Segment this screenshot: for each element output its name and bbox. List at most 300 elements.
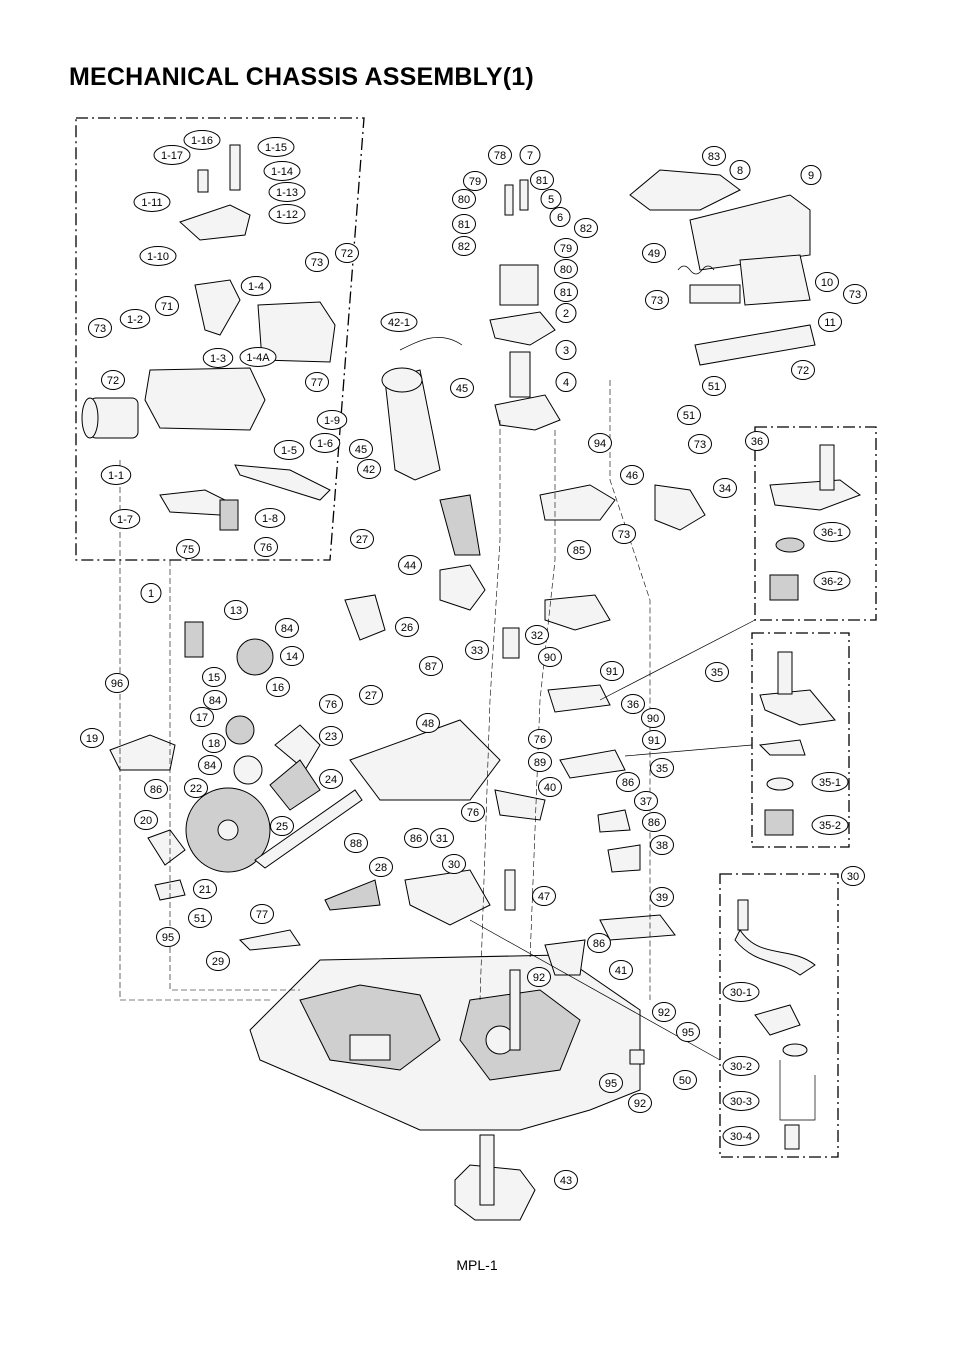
callout-number: 1 bbox=[147, 588, 155, 600]
callout-51 bbox=[678, 406, 701, 425]
callout-number: 19 bbox=[85, 733, 99, 745]
part-30-3 bbox=[780, 1060, 815, 1120]
callout-18 bbox=[203, 734, 226, 753]
callout-number: 2 bbox=[562, 308, 570, 320]
part-1-15 bbox=[230, 145, 240, 190]
callout-number: 90 bbox=[543, 652, 557, 664]
part-31-30 bbox=[405, 870, 490, 925]
callout-81 bbox=[531, 171, 554, 190]
callout-number: 73 bbox=[617, 529, 631, 541]
callout-number: 30-4 bbox=[729, 1131, 753, 1143]
callout-24 bbox=[320, 770, 343, 789]
callout-47 bbox=[533, 887, 556, 906]
callout-15 bbox=[203, 668, 226, 687]
callout-number: 1-14 bbox=[270, 166, 294, 178]
gear-18 bbox=[234, 756, 262, 784]
part-38 bbox=[608, 845, 640, 872]
callout-42 bbox=[358, 460, 381, 479]
part-35-1 bbox=[767, 778, 793, 790]
callout-number: 35 bbox=[710, 667, 724, 679]
callout-number: 36-1 bbox=[820, 527, 844, 539]
callout-number: 87 bbox=[424, 661, 438, 673]
callout-number: 81 bbox=[559, 287, 573, 299]
callout-30 bbox=[842, 867, 865, 886]
callout-71 bbox=[156, 297, 179, 316]
part-47 bbox=[505, 870, 515, 910]
part-30-shaft bbox=[738, 900, 748, 930]
callout-51 bbox=[703, 377, 726, 396]
callout-number: 49 bbox=[647, 248, 661, 260]
callout-number: 24 bbox=[324, 774, 338, 786]
callout-number: 1-8 bbox=[262, 513, 278, 525]
callout-number: 42-1 bbox=[387, 317, 411, 329]
callout-number: 33 bbox=[470, 645, 484, 657]
part-35-asm bbox=[760, 690, 835, 725]
callout-number: 86 bbox=[647, 817, 661, 829]
callout-number: 45 bbox=[455, 383, 469, 395]
callout-42-1 bbox=[381, 313, 417, 332]
callout-number: 1-7 bbox=[117, 514, 133, 526]
callout-number: 39 bbox=[655, 892, 669, 904]
callout-83 bbox=[703, 147, 726, 166]
callout-number: 76 bbox=[259, 542, 273, 554]
callout-number: 90 bbox=[646, 713, 660, 725]
callout-35 bbox=[651, 759, 674, 778]
callout-number: 1-12 bbox=[275, 209, 299, 221]
callout-38 bbox=[651, 836, 674, 855]
callout-39 bbox=[651, 888, 674, 907]
callout-number: 1-2 bbox=[127, 314, 143, 326]
callout-number: 95 bbox=[161, 932, 175, 944]
callout-1-13 bbox=[269, 183, 305, 202]
callout-number: 76 bbox=[324, 699, 338, 711]
callout-6 bbox=[550, 208, 570, 227]
callout-number: 51 bbox=[682, 410, 696, 422]
callout-number: 3 bbox=[562, 345, 570, 357]
callout-number: 83 bbox=[707, 151, 721, 163]
callout-72 bbox=[102, 371, 125, 390]
callout-number: 91 bbox=[647, 735, 661, 747]
part-34 bbox=[655, 485, 705, 530]
part-36-main bbox=[548, 685, 610, 712]
callout-number: 1-4A bbox=[246, 352, 270, 364]
callout-25 bbox=[271, 817, 294, 836]
callout-1-7 bbox=[110, 510, 140, 529]
callout-number: 30 bbox=[846, 871, 860, 883]
callout-86 bbox=[405, 829, 428, 848]
callout-48 bbox=[417, 714, 440, 733]
callout-number: 37 bbox=[639, 796, 653, 808]
callout-number: 92 bbox=[633, 1098, 647, 1110]
callout-number: 1-9 bbox=[324, 415, 340, 427]
callout-30-3 bbox=[723, 1092, 759, 1111]
callout-number: 77 bbox=[310, 377, 324, 389]
part-36-2 bbox=[770, 575, 798, 600]
callout-2 bbox=[556, 304, 576, 323]
callout-number: 47 bbox=[537, 891, 551, 903]
callout-number: 10 bbox=[820, 277, 834, 289]
callout-number: 88 bbox=[349, 838, 363, 850]
callout-number: 4 bbox=[562, 377, 570, 389]
callout-10 bbox=[816, 273, 839, 292]
callout-86 bbox=[643, 813, 666, 832]
main-chassis bbox=[250, 955, 640, 1130]
part-36-asm bbox=[770, 480, 860, 510]
callout-81 bbox=[555, 283, 578, 302]
callout-35-1 bbox=[812, 773, 848, 792]
callout-1 bbox=[141, 584, 161, 603]
callout-number: 35 bbox=[655, 763, 669, 775]
callout-number: 73 bbox=[310, 257, 324, 269]
callout-number: 5 bbox=[547, 194, 555, 206]
callout-number: 95 bbox=[604, 1078, 618, 1090]
part-24 bbox=[270, 760, 320, 810]
callout-number: 79 bbox=[468, 176, 482, 188]
callout-number: 89 bbox=[533, 757, 547, 769]
callout-23 bbox=[320, 727, 343, 746]
callout-95 bbox=[677, 1023, 700, 1042]
callout-36 bbox=[746, 432, 769, 451]
callout-86 bbox=[588, 934, 611, 953]
callout-number: 72 bbox=[106, 375, 120, 387]
callout-number: 40 bbox=[543, 782, 557, 794]
callout-number: 13 bbox=[229, 605, 243, 617]
callout-22 bbox=[185, 779, 208, 798]
callout-number: 81 bbox=[457, 219, 471, 231]
callout-33 bbox=[466, 641, 489, 660]
callout-28 bbox=[370, 858, 393, 877]
callout-9 bbox=[801, 166, 821, 185]
callout-76 bbox=[529, 730, 552, 749]
callout-number: 51 bbox=[707, 381, 721, 393]
callout-20 bbox=[135, 811, 158, 830]
callout-36 bbox=[622, 695, 645, 714]
callout-number: 35-1 bbox=[818, 777, 842, 789]
callout-number: 84 bbox=[208, 695, 222, 707]
part-35-2 bbox=[765, 810, 793, 835]
callout-number: 38 bbox=[655, 840, 669, 852]
callout-1-4 bbox=[241, 277, 271, 296]
callout-number: 29 bbox=[211, 956, 225, 968]
callout-86 bbox=[617, 773, 640, 792]
callout-94 bbox=[589, 434, 612, 453]
spring-33 bbox=[503, 628, 519, 658]
callout-number: 34 bbox=[718, 483, 732, 495]
callout-number: 42 bbox=[362, 464, 376, 476]
part-35-shaft bbox=[778, 652, 792, 694]
callout-1-2 bbox=[120, 310, 150, 329]
part-35-lever bbox=[760, 740, 805, 755]
callout-88 bbox=[345, 834, 368, 853]
callout-number: 30 bbox=[447, 859, 461, 871]
callout-number: 30-2 bbox=[729, 1061, 753, 1073]
callout-79 bbox=[555, 239, 578, 258]
callout-number: 36 bbox=[626, 699, 640, 711]
callout-1-15 bbox=[258, 138, 294, 157]
callout-number: 81 bbox=[535, 175, 549, 187]
callout-number: 36 bbox=[750, 436, 764, 448]
callout-number: 72 bbox=[796, 365, 810, 377]
callout-1-14 bbox=[264, 162, 300, 181]
callout-number: 1-17 bbox=[160, 150, 184, 162]
callout-80 bbox=[555, 260, 578, 279]
callout-45 bbox=[350, 440, 373, 459]
callout-90 bbox=[539, 648, 562, 667]
callout-1-3 bbox=[203, 349, 233, 368]
part-30-4 bbox=[785, 1125, 799, 1149]
callout-1-10 bbox=[140, 247, 176, 266]
callout-73 bbox=[89, 319, 112, 338]
part-stack-2 bbox=[490, 180, 560, 430]
callout-82 bbox=[453, 237, 476, 256]
callout-number: 94 bbox=[593, 438, 607, 450]
callout-1-5 bbox=[274, 441, 304, 460]
callout-number: 1-11 bbox=[141, 197, 163, 209]
callout-19 bbox=[81, 729, 104, 748]
callout-96 bbox=[106, 674, 129, 693]
part-1-10 bbox=[195, 280, 240, 335]
callout-76 bbox=[462, 803, 485, 822]
callout-number: 1-10 bbox=[146, 251, 170, 263]
callout-49 bbox=[643, 244, 666, 263]
part-29 bbox=[240, 930, 300, 950]
callout-number: 73 bbox=[650, 295, 664, 307]
callout-80 bbox=[453, 190, 476, 209]
callout-76 bbox=[255, 538, 278, 557]
callout-number: 44 bbox=[403, 560, 417, 572]
part-36-1 bbox=[776, 538, 804, 552]
callout-91 bbox=[601, 662, 624, 681]
callout-number: 21 bbox=[198, 884, 212, 896]
callout-number: 76 bbox=[533, 734, 547, 746]
callout-number: 80 bbox=[457, 194, 471, 206]
callout-4 bbox=[556, 373, 576, 392]
part-32 bbox=[545, 595, 610, 630]
callout-1-9 bbox=[317, 411, 347, 430]
page-title: MECHANICAL CHASSIS ASSEMBLY(1) bbox=[69, 63, 534, 91]
callout-number: 1-6 bbox=[317, 438, 333, 450]
callout-number: 27 bbox=[355, 534, 369, 546]
callout-45 bbox=[451, 379, 474, 398]
callout-36-2 bbox=[814, 572, 850, 591]
callout-number: 79 bbox=[559, 243, 573, 255]
part-39 bbox=[600, 915, 675, 940]
callout-29 bbox=[207, 952, 230, 971]
part-11 bbox=[695, 325, 815, 365]
callout-32 bbox=[526, 626, 549, 645]
callout-number: 1-13 bbox=[275, 187, 299, 199]
callout-number: 1-16 bbox=[190, 135, 214, 147]
gear-14 bbox=[237, 639, 273, 675]
callout-number: 26 bbox=[400, 622, 414, 634]
callout-number: 14 bbox=[285, 651, 299, 663]
callout-16 bbox=[267, 678, 290, 697]
gear-13 bbox=[185, 622, 203, 657]
callout-number: 95 bbox=[681, 1027, 695, 1039]
callout-30 bbox=[443, 855, 466, 874]
part-30-2 bbox=[783, 1044, 807, 1056]
callout-number: 18 bbox=[207, 738, 221, 750]
callout-number: 11 bbox=[824, 317, 836, 329]
callout-30-1 bbox=[723, 983, 759, 1002]
callout-36-1 bbox=[814, 523, 850, 542]
callout-number: 17 bbox=[195, 712, 209, 724]
callout-8 bbox=[730, 161, 750, 180]
callout-87 bbox=[420, 657, 443, 676]
callout-number: 46 bbox=[625, 470, 639, 482]
callout-number: 45 bbox=[354, 444, 368, 456]
callout-number: 23 bbox=[324, 731, 338, 743]
callout-31 bbox=[431, 829, 454, 848]
callout-90 bbox=[642, 709, 665, 728]
callout-35 bbox=[706, 663, 729, 682]
callout-number: 9 bbox=[807, 170, 815, 182]
callout-number: 1-3 bbox=[210, 353, 226, 365]
callout-21 bbox=[194, 880, 217, 899]
callout-73 bbox=[306, 253, 329, 272]
callout-1-1 bbox=[101, 466, 131, 485]
callout-number: 92 bbox=[532, 972, 546, 984]
callout-27 bbox=[360, 686, 383, 705]
callout-number: 84 bbox=[280, 623, 294, 635]
callout-number: 51 bbox=[193, 913, 207, 925]
part-36-shaft bbox=[820, 445, 834, 490]
callout-30-4 bbox=[723, 1127, 759, 1146]
part-35-main bbox=[560, 750, 625, 778]
callout-number: 20 bbox=[139, 815, 153, 827]
callout-75 bbox=[177, 540, 200, 559]
callout-86 bbox=[145, 780, 168, 799]
callout-17 bbox=[191, 708, 214, 727]
callout-91 bbox=[643, 731, 666, 750]
callout-number: 15 bbox=[207, 672, 221, 684]
part-1-5 bbox=[235, 465, 330, 500]
callout-41 bbox=[610, 961, 633, 980]
callout-number: 82 bbox=[457, 241, 471, 253]
callout-number: 1-15 bbox=[264, 142, 288, 154]
part-37 bbox=[598, 810, 630, 832]
callout-number: 22 bbox=[189, 783, 203, 795]
callout-number: 91 bbox=[605, 666, 619, 678]
callout-37 bbox=[635, 792, 658, 811]
part-26 bbox=[345, 595, 385, 640]
part-50 bbox=[630, 1050, 644, 1064]
callout-number: 32 bbox=[530, 630, 544, 642]
callout-number: 92 bbox=[657, 1007, 671, 1019]
callout-number: 31 bbox=[435, 833, 449, 845]
callout-7 bbox=[520, 146, 540, 165]
callout-number: 25 bbox=[275, 821, 289, 833]
callout-number: 72 bbox=[340, 248, 354, 260]
callout-14 bbox=[281, 647, 304, 666]
callout-1-17 bbox=[154, 146, 190, 165]
callout-number: 1-5 bbox=[281, 445, 297, 457]
callout-81 bbox=[453, 215, 476, 234]
callout-92 bbox=[629, 1094, 652, 1113]
callout-number: 43 bbox=[559, 1175, 573, 1187]
callout-1-11 bbox=[134, 193, 170, 212]
callout-92 bbox=[528, 968, 551, 987]
part-1-11 bbox=[180, 205, 250, 240]
callout-number: 1-1 bbox=[108, 470, 124, 482]
gear-1-8 bbox=[220, 500, 238, 530]
callout-number: 27 bbox=[364, 690, 378, 702]
callout-51 bbox=[189, 909, 212, 928]
callout-number: 36-2 bbox=[820, 576, 844, 588]
callout-number: 86 bbox=[621, 777, 635, 789]
callout-79 bbox=[464, 172, 487, 191]
callout-46 bbox=[621, 466, 644, 485]
callout-number: 1-4 bbox=[248, 281, 264, 293]
callout-78 bbox=[489, 146, 512, 165]
callout-number: 86 bbox=[409, 833, 423, 845]
callout-27 bbox=[351, 530, 374, 549]
part-1-17 bbox=[198, 170, 208, 192]
callout-82 bbox=[575, 219, 598, 238]
callout-number: 30-3 bbox=[729, 1096, 753, 1108]
callout-34 bbox=[714, 479, 737, 498]
callout-73 bbox=[646, 291, 669, 310]
callout-number: 35-2 bbox=[818, 820, 842, 832]
callout-85 bbox=[568, 541, 591, 560]
callout-92 bbox=[653, 1003, 676, 1022]
callout-number: 30-1 bbox=[729, 987, 753, 999]
gear-28 bbox=[325, 880, 380, 910]
callout-26 bbox=[396, 618, 419, 637]
callout-number: 7 bbox=[526, 150, 534, 162]
callout-13 bbox=[225, 601, 248, 620]
part-46 bbox=[540, 485, 615, 520]
part-40 bbox=[495, 790, 545, 820]
callout-95 bbox=[600, 1074, 623, 1093]
callout-5 bbox=[541, 190, 561, 209]
callout-84 bbox=[276, 619, 299, 638]
motor-1-1 bbox=[82, 398, 138, 438]
part-44 bbox=[440, 565, 485, 610]
callout-73 bbox=[613, 525, 636, 544]
callout-number: 85 bbox=[572, 545, 586, 557]
part-43 bbox=[455, 1135, 535, 1220]
callout-1-8 bbox=[255, 509, 285, 528]
callout-43 bbox=[555, 1171, 578, 1190]
part-20 bbox=[148, 830, 185, 865]
callout-73 bbox=[689, 435, 712, 454]
callout-number: 76 bbox=[466, 807, 480, 819]
callout-number: 50 bbox=[678, 1075, 692, 1087]
page-number: MPL-1 bbox=[456, 1257, 498, 1273]
callout-number: 80 bbox=[559, 264, 573, 276]
callout-number: 8 bbox=[736, 165, 744, 177]
callout-1-16 bbox=[184, 131, 220, 150]
callout-84 bbox=[204, 691, 227, 710]
callout-95 bbox=[157, 928, 180, 947]
part-1-3-plate bbox=[145, 368, 265, 430]
callout-number: 86 bbox=[149, 784, 163, 796]
callout-number: 6 bbox=[556, 212, 564, 224]
callout-number: 77 bbox=[255, 909, 269, 921]
callout-number: 84 bbox=[203, 760, 217, 772]
callout-11 bbox=[819, 313, 842, 332]
callout-number: 41 bbox=[614, 965, 628, 977]
callout-number: 78 bbox=[493, 150, 507, 162]
part-8 bbox=[630, 170, 740, 210]
callout-number: 73 bbox=[93, 323, 107, 335]
callout-number: 48 bbox=[421, 718, 435, 730]
callout-1-12 bbox=[269, 205, 305, 224]
callout-3 bbox=[556, 341, 576, 360]
callout-76 bbox=[320, 695, 343, 714]
callout-1-4A bbox=[240, 348, 276, 367]
